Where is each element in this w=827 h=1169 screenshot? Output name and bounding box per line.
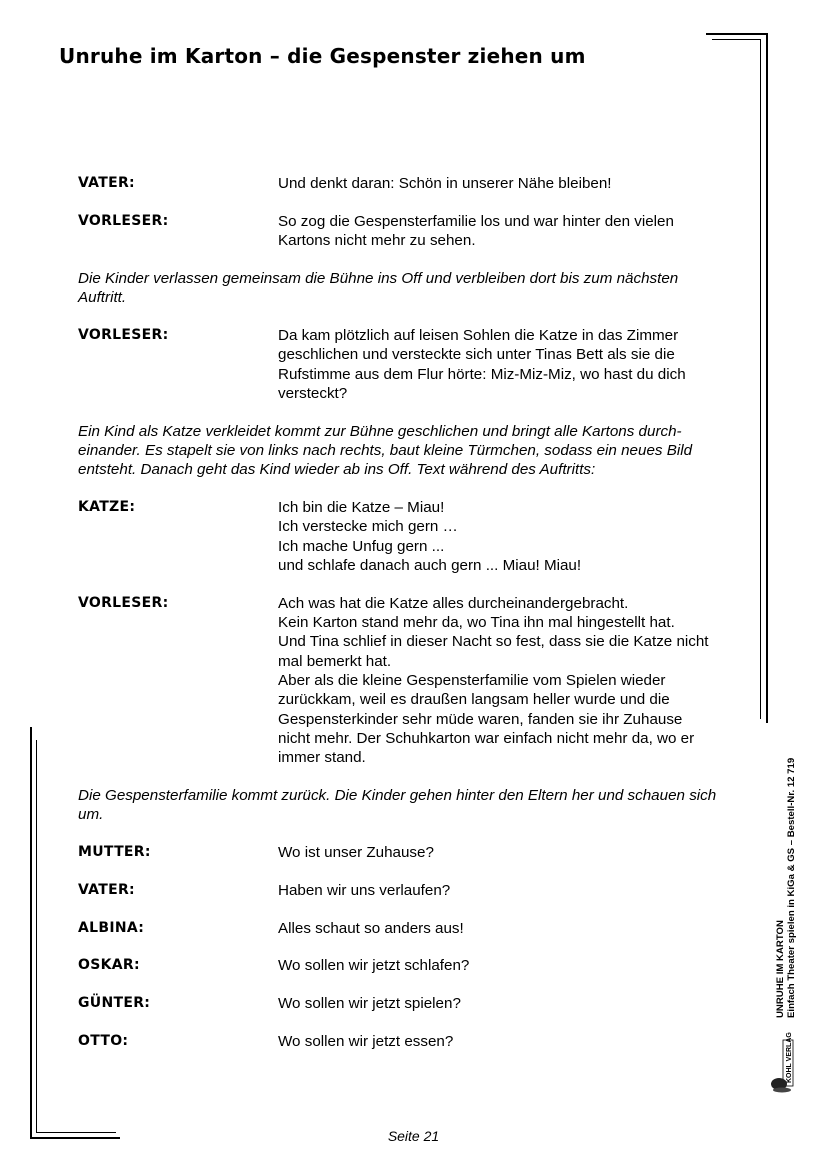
speech-line: Haben wir uns verlaufen? bbox=[278, 881, 451, 899]
dialogue-row bbox=[78, 881, 738, 900]
speech-line: Kein Karton stand mehr da, wo Tina ihn mal hingestellt hat. bbox=[278, 614, 675, 632]
speaker-name: OTTO: bbox=[78, 1033, 129, 1049]
speech-text bbox=[278, 212, 738, 251]
speaker-name: GÜNTER: bbox=[78, 995, 151, 1012]
speech-line: versteckt? bbox=[278, 384, 348, 402]
speech-line: So zog die Gespensterfamilie los und war hinter den vielen bbox=[278, 212, 674, 230]
speech-text bbox=[278, 881, 738, 900]
speech-text bbox=[278, 994, 738, 1013]
dialogue-row bbox=[78, 919, 738, 938]
speech-text bbox=[278, 326, 738, 403]
speech-line: Ich verstecke mich gern … bbox=[278, 518, 458, 536]
sidebar-text bbox=[775, 758, 797, 1018]
speech-line: mal bemerkt hat. bbox=[278, 652, 392, 670]
speaker-name: OSKAR: bbox=[78, 957, 140, 974]
dialogue-row bbox=[78, 994, 738, 1013]
speech-line: und schlafe danach auch gern ... Miau! Miau! bbox=[278, 556, 582, 574]
dialogue-row bbox=[78, 326, 738, 403]
sidebar-book-subtitle: Einfach Theater spielen in KiGa & GS – Bestell-Nr. 12 719 bbox=[786, 757, 797, 1018]
dialogue-row bbox=[78, 1032, 738, 1051]
speaker-name: VORLESER: bbox=[78, 326, 169, 343]
speaker-name: MUTTER: bbox=[78, 844, 151, 861]
speaker-name: VORLESER: bbox=[78, 594, 169, 611]
dialogue-row bbox=[78, 174, 738, 193]
speech-line: Wo ist unser Zuhause? bbox=[278, 844, 434, 862]
speech-line: Alles schaut so anders aus! bbox=[278, 919, 464, 937]
sidebar-book-title: UNRUHE IM KARTON bbox=[775, 920, 786, 1018]
speech-text bbox=[278, 594, 738, 768]
speech-line: Ich bin die Katze – Miau! bbox=[278, 499, 445, 517]
speech-line: geschlichen und versteckte sich unter Tinas Bett als sie die bbox=[278, 346, 675, 364]
stage-direction: Die Kinder verlassen gemeinsam die Bühne ins Off und verbleiben dort bis zum nächsten Auftritt. bbox=[78, 269, 679, 307]
stage-direction: Ein Kind als Katze verkleidet kommt zur Bühne geschlichen und bringt alle Kartons durch-einander. Es stapelt sie von links nach rechts, baut kleine Türmchen, sodass ein neues Bild entsteht. Danach geht das Kind wieder ab ins Off. Text während des Auftritts: bbox=[78, 422, 693, 479]
dialogue-row bbox=[78, 956, 738, 975]
frame-line bbox=[712, 39, 760, 40]
speech-line: Rufstimme aus dem Flur hörte: Miz-Miz-Miz, wo hast du dich bbox=[278, 365, 686, 383]
speech-line: Wo sollen wir jetzt essen? bbox=[278, 1033, 454, 1050]
speech-line: zurückkam, weil es draußen langsam heller wurde und die bbox=[278, 691, 670, 709]
frame-line bbox=[36, 740, 37, 1132]
speech-line: Ich mache Unfug gern ... bbox=[278, 537, 445, 555]
frame-line bbox=[766, 33, 768, 723]
dialogue-row bbox=[78, 594, 738, 768]
speech-text bbox=[278, 843, 738, 862]
speech-line: nicht mehr. Der Schuhkarton war einfach nicht mehr da, wo er bbox=[278, 729, 695, 747]
speech-text bbox=[278, 956, 738, 975]
dialogue-row bbox=[78, 843, 738, 862]
speaker-name: ALBINA: bbox=[78, 919, 145, 936]
speaker-name: KATZE: bbox=[78, 499, 136, 516]
frame-line bbox=[760, 39, 761, 719]
speech-line: Da kam plötzlich auf leisen Sohlen die Katze in das Zimmer bbox=[278, 326, 679, 344]
speech-line: Wo sollen wir jetzt schlafen? bbox=[278, 957, 470, 975]
frame-line bbox=[706, 33, 766, 35]
script-body bbox=[78, 174, 738, 1070]
speech-line: Aber als die kleine Gespensterfamilie vom Spielen wieder bbox=[278, 671, 666, 689]
speaker-name: VATER: bbox=[78, 175, 135, 191]
speaker-name: VATER: bbox=[78, 881, 135, 898]
frame-line bbox=[30, 727, 32, 1139]
speech-text bbox=[278, 919, 738, 938]
speech-line: Und Tina schlief in dieser Nacht so fest, dass sie die Katze nicht bbox=[278, 633, 709, 651]
page-number: Seite 21 bbox=[387, 1128, 440, 1144]
speech-line: Und denkt daran: Schön in unserer Nähe bleiben! bbox=[278, 175, 612, 192]
publisher-logo bbox=[768, 1024, 800, 1094]
speech-text bbox=[278, 498, 738, 575]
speech-line: Kartons nicht mehr zu sehen. bbox=[278, 232, 476, 250]
page-title: Unruhe im Karton – die Gespenster ziehen um bbox=[59, 44, 586, 68]
stage-direction: Die Gespensterfamilie kommt zurück. Die Kinder gehen hinter den Eltern her und schauen sich um. bbox=[78, 786, 717, 824]
dialogue-row bbox=[78, 498, 738, 575]
speech-text bbox=[278, 174, 738, 193]
speech-line: Wo sollen wir jetzt spielen? bbox=[278, 995, 461, 1013]
speech-line: immer stand. bbox=[278, 749, 366, 767]
speech-line: Ach was hat die Katze alles durcheinandergebracht. bbox=[278, 594, 629, 612]
speaker-name: VORLESER: bbox=[78, 212, 169, 229]
speech-line: Gespensterkinder sehr müde waren, fanden sie ihr Zuhause bbox=[278, 710, 683, 728]
publisher-logo-text: KOHL VERLAG bbox=[786, 1032, 793, 1083]
speech-text bbox=[278, 1032, 738, 1051]
dialogue-row bbox=[78, 212, 738, 251]
